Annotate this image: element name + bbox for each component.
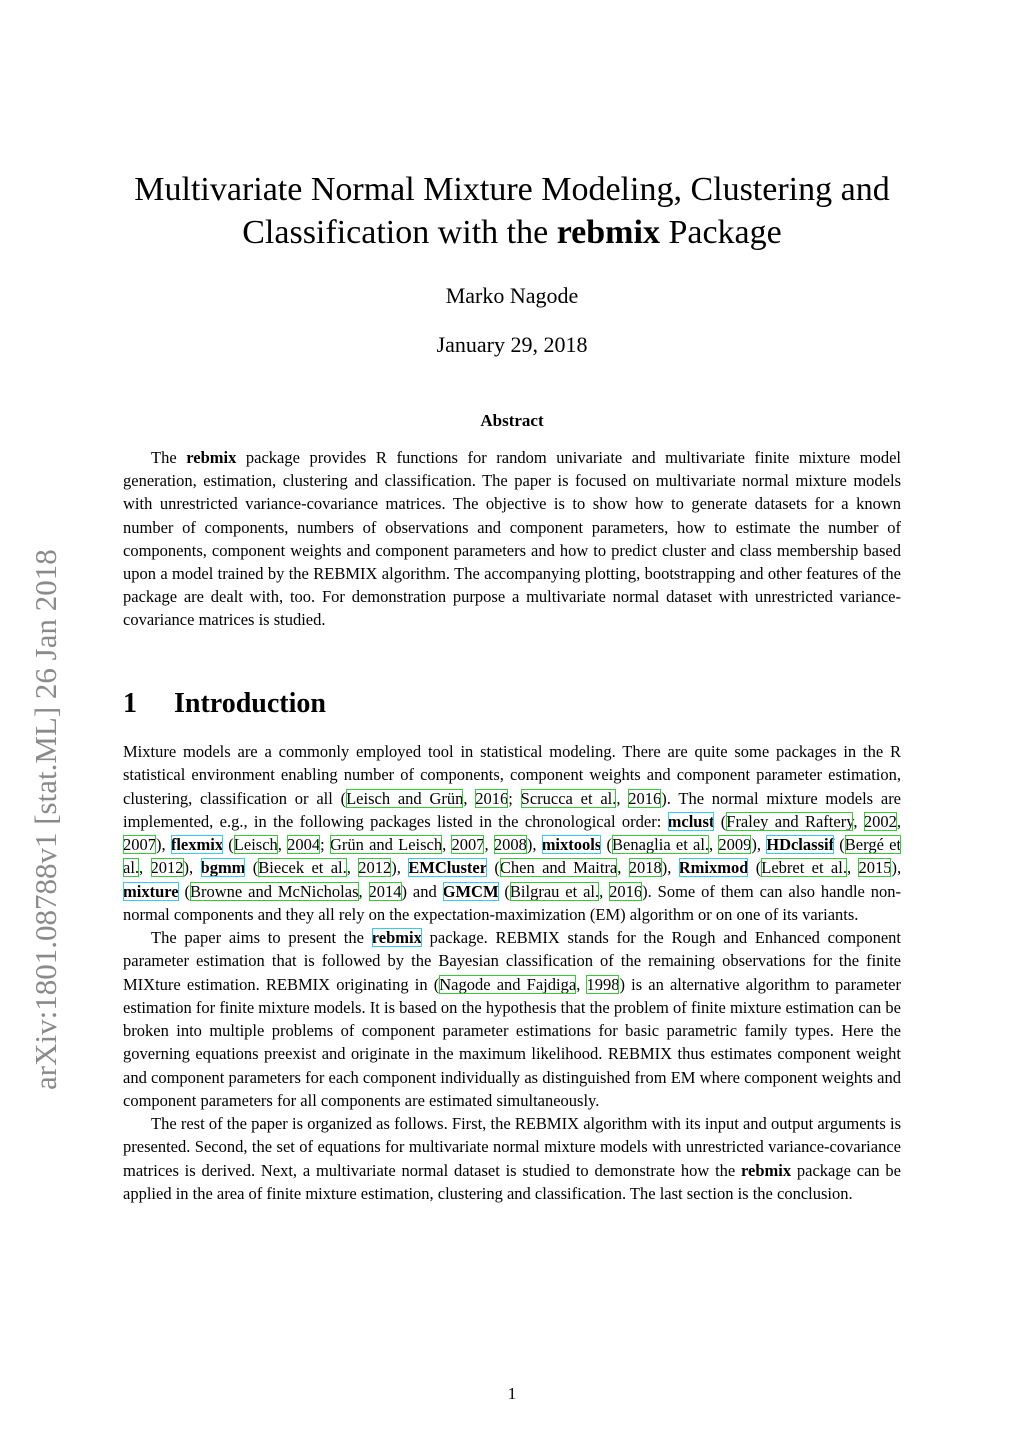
text: , bbox=[616, 788, 629, 808]
text: ), bbox=[891, 858, 902, 878]
text: ( bbox=[748, 858, 762, 878]
author-name: Marko Nagode bbox=[445, 283, 579, 308]
title-line-1: Multivariate Normal Mixture Modeling, Clustering and bbox=[134, 171, 890, 208]
text: ), bbox=[751, 835, 767, 854]
text: , bbox=[617, 858, 629, 878]
text: ( bbox=[223, 835, 234, 854]
text: ; bbox=[508, 788, 521, 808]
package-link[interactable]: mixture bbox=[123, 881, 179, 901]
paper-title bbox=[100, 168, 924, 254]
citation-link[interactable]: 2012 bbox=[150, 858, 184, 878]
text: ). The normal mixture models are implemented, e.g., in the following packages listed in the chronological order: bbox=[123, 788, 902, 831]
citation-link[interactable]: Bergé et al. bbox=[123, 835, 902, 878]
package-link[interactable]: mclust bbox=[667, 811, 715, 831]
text: , bbox=[139, 858, 151, 878]
publication-date: January 29, 2018 bbox=[436, 332, 588, 357]
section-number: 1 bbox=[123, 688, 137, 719]
page-number: 1 bbox=[507, 1384, 517, 1403]
citation-link[interactable]: 2016 bbox=[475, 788, 509, 808]
citation-link[interactable]: Scrucca et al. bbox=[520, 788, 617, 808]
citation-link[interactable]: Lebret et al. bbox=[761, 858, 847, 878]
text: , bbox=[576, 974, 587, 994]
text: ), bbox=[391, 858, 409, 878]
citation-link[interactable]: Bilgrau et al. bbox=[509, 881, 600, 901]
text: The paper aims to present the bbox=[151, 928, 372, 947]
citation-link[interactable]: 2014 bbox=[368, 881, 402, 901]
citation-link[interactable]: Leisch and Grün bbox=[346, 788, 464, 808]
package-link[interactable]: rebmix bbox=[371, 928, 422, 947]
citation-link[interactable]: 2018 bbox=[628, 858, 662, 878]
citation-link[interactable]: 2009 bbox=[718, 835, 752, 854]
text: ( bbox=[178, 881, 190, 901]
citation-link[interactable]: Benaglia et al. bbox=[612, 835, 710, 854]
text: ), bbox=[183, 858, 201, 878]
citation-link[interactable]: 2002 bbox=[863, 811, 897, 831]
text: , bbox=[709, 835, 719, 854]
text: ). Some of them can also handle non-normal components and they all rely on the expectation-maximization (EM) algorithm or on one of its variants. bbox=[123, 881, 902, 924]
abstract-heading: Abstract bbox=[480, 411, 544, 430]
text: ) is an alternative algorithm to parameter estimation for finite mixture models. It is based on the hypothesis that the problem of finite mixture estimation can be broken into multiple problems of component parameter estimations for basic parametric family types. Here the governing equations preexist and originate in the maximum likelihood. REBMIX thus estimates component weight and component parameters for each component individually as distinguished from EM where component weights and component parameters for all components are estimated simultaneously. bbox=[123, 974, 901, 1110]
text: , bbox=[484, 835, 494, 854]
citation-link[interactable]: Nagode and Fajdiga bbox=[439, 974, 577, 994]
text: , bbox=[442, 835, 452, 854]
title-package-name: rebmix bbox=[556, 214, 660, 251]
package-link[interactable]: GMCM bbox=[442, 881, 499, 901]
text: ( bbox=[834, 835, 845, 854]
arxiv-identifier-stamp[interactable]: arXiv:1801.08788v1 [stat.ML] 26 Jan 2018 bbox=[28, 549, 63, 1090]
citation-link[interactable]: Fraley and Raftery bbox=[726, 811, 854, 831]
abstract-text: package provides R functions for random univariate and multivariate finite mixture model generation, estimation, clustering and classification. The paper is focused on multivariate normal mixture models with unrestricted variance-covariance matrices. The objective is to show how to generate datasets for a known number of components, numbers of observations and component parameters, how to estimate the number of components, component weights and component parameters and how to predict cluster and class membership based upon a model trained by the REBMIX algorithm. The accompanying plotting, bootstrapping and other features of the package are dealt with, too. For demonstration purpose a multivariate normal dataset with unrestricted variance-covariance matrices is studied. bbox=[123, 448, 901, 630]
citation-link[interactable]: 2012 bbox=[358, 858, 392, 878]
section-title: Introduction bbox=[174, 688, 326, 719]
text: ( bbox=[498, 881, 510, 901]
text: ) and bbox=[401, 881, 443, 901]
citation-link[interactable]: Grün and Leisch bbox=[329, 835, 443, 854]
text: ( bbox=[487, 858, 500, 878]
text: , bbox=[277, 835, 288, 854]
citation-link[interactable]: Biecek et al. bbox=[258, 858, 347, 878]
text: , bbox=[896, 811, 901, 831]
intro-paragraph-2 bbox=[123, 926, 901, 1112]
text: , bbox=[846, 858, 859, 878]
title-line-2-pre: Classification with the bbox=[242, 214, 557, 251]
text: package. REBMIX stands for the Rough and Enhanced component parameter estimation that is followed by the Bayesian classification of the remaining observations for the finite MIXture estimation. REBMIX originating in ( bbox=[123, 928, 901, 994]
text: The rest of the paper is organized as follows. First, the REBMIX algorithm with its input and output arguments is presented. Second, the set of equations for multivariate normal mixture models with unrestricted variance-covariance matrices is derived. Next, a multivariate normal dataset is studied to demonstrate how the bbox=[123, 1114, 901, 1180]
citation-link[interactable]: Leisch bbox=[233, 835, 278, 854]
package-link[interactable]: mixtools bbox=[541, 835, 602, 854]
text: ), bbox=[526, 835, 542, 854]
text: , bbox=[853, 811, 864, 831]
package-name: rebmix bbox=[741, 1160, 792, 1180]
citation-link[interactable]: 1998 bbox=[586, 974, 620, 994]
package-link[interactable]: Rmixmod bbox=[678, 858, 749, 878]
package-link[interactable]: EMCluster bbox=[408, 858, 488, 878]
citation-link[interactable]: 2004 bbox=[287, 835, 321, 854]
text: , bbox=[346, 858, 359, 878]
package-link[interactable]: flexmix bbox=[170, 835, 224, 854]
section-heading-introduction bbox=[123, 688, 901, 720]
text: ( bbox=[601, 835, 612, 854]
text: ( bbox=[245, 858, 259, 878]
text: Mixture models are a commonly employed tool in statistical modeling. There are quite some packages in the R statistical environment enabling number of components, component weights and component parameter estimation, clustering, classification or all ( bbox=[123, 742, 901, 808]
citation-link[interactable]: 2007 bbox=[451, 835, 485, 854]
title-line-2-post: Package bbox=[659, 214, 782, 251]
text: ), bbox=[156, 835, 171, 854]
introduction-body bbox=[123, 740, 901, 1205]
text: , bbox=[599, 881, 610, 901]
citation-link[interactable]: 2015 bbox=[858, 858, 892, 878]
abstract-body bbox=[123, 446, 901, 632]
text: , bbox=[463, 788, 476, 808]
package-link[interactable]: HDclassif bbox=[766, 835, 835, 854]
text: ), bbox=[661, 858, 679, 878]
text: , bbox=[358, 881, 369, 901]
intro-paragraph-3 bbox=[123, 1112, 901, 1205]
citation-link[interactable]: Browne and McNicholas bbox=[190, 881, 359, 901]
intro-paragraph-1 bbox=[123, 740, 901, 926]
citation-link[interactable]: 2008 bbox=[493, 835, 527, 854]
citation-link[interactable]: 2016 bbox=[609, 881, 643, 901]
text: package can be applied in the area of finite mixture estimation, clustering and classification. The last section is the conclusion. bbox=[123, 1160, 901, 1203]
text: ; bbox=[320, 835, 330, 854]
citation-link[interactable]: 2016 bbox=[628, 788, 662, 808]
citation-link[interactable]: 2007 bbox=[123, 835, 156, 854]
abstract-package-name: rebmix bbox=[186, 448, 237, 467]
citation-link[interactable]: Chen and Maitra bbox=[499, 858, 618, 878]
abstract-text: The bbox=[151, 448, 187, 467]
package-link[interactable]: bgmm bbox=[200, 858, 246, 878]
text: ( bbox=[714, 811, 727, 831]
